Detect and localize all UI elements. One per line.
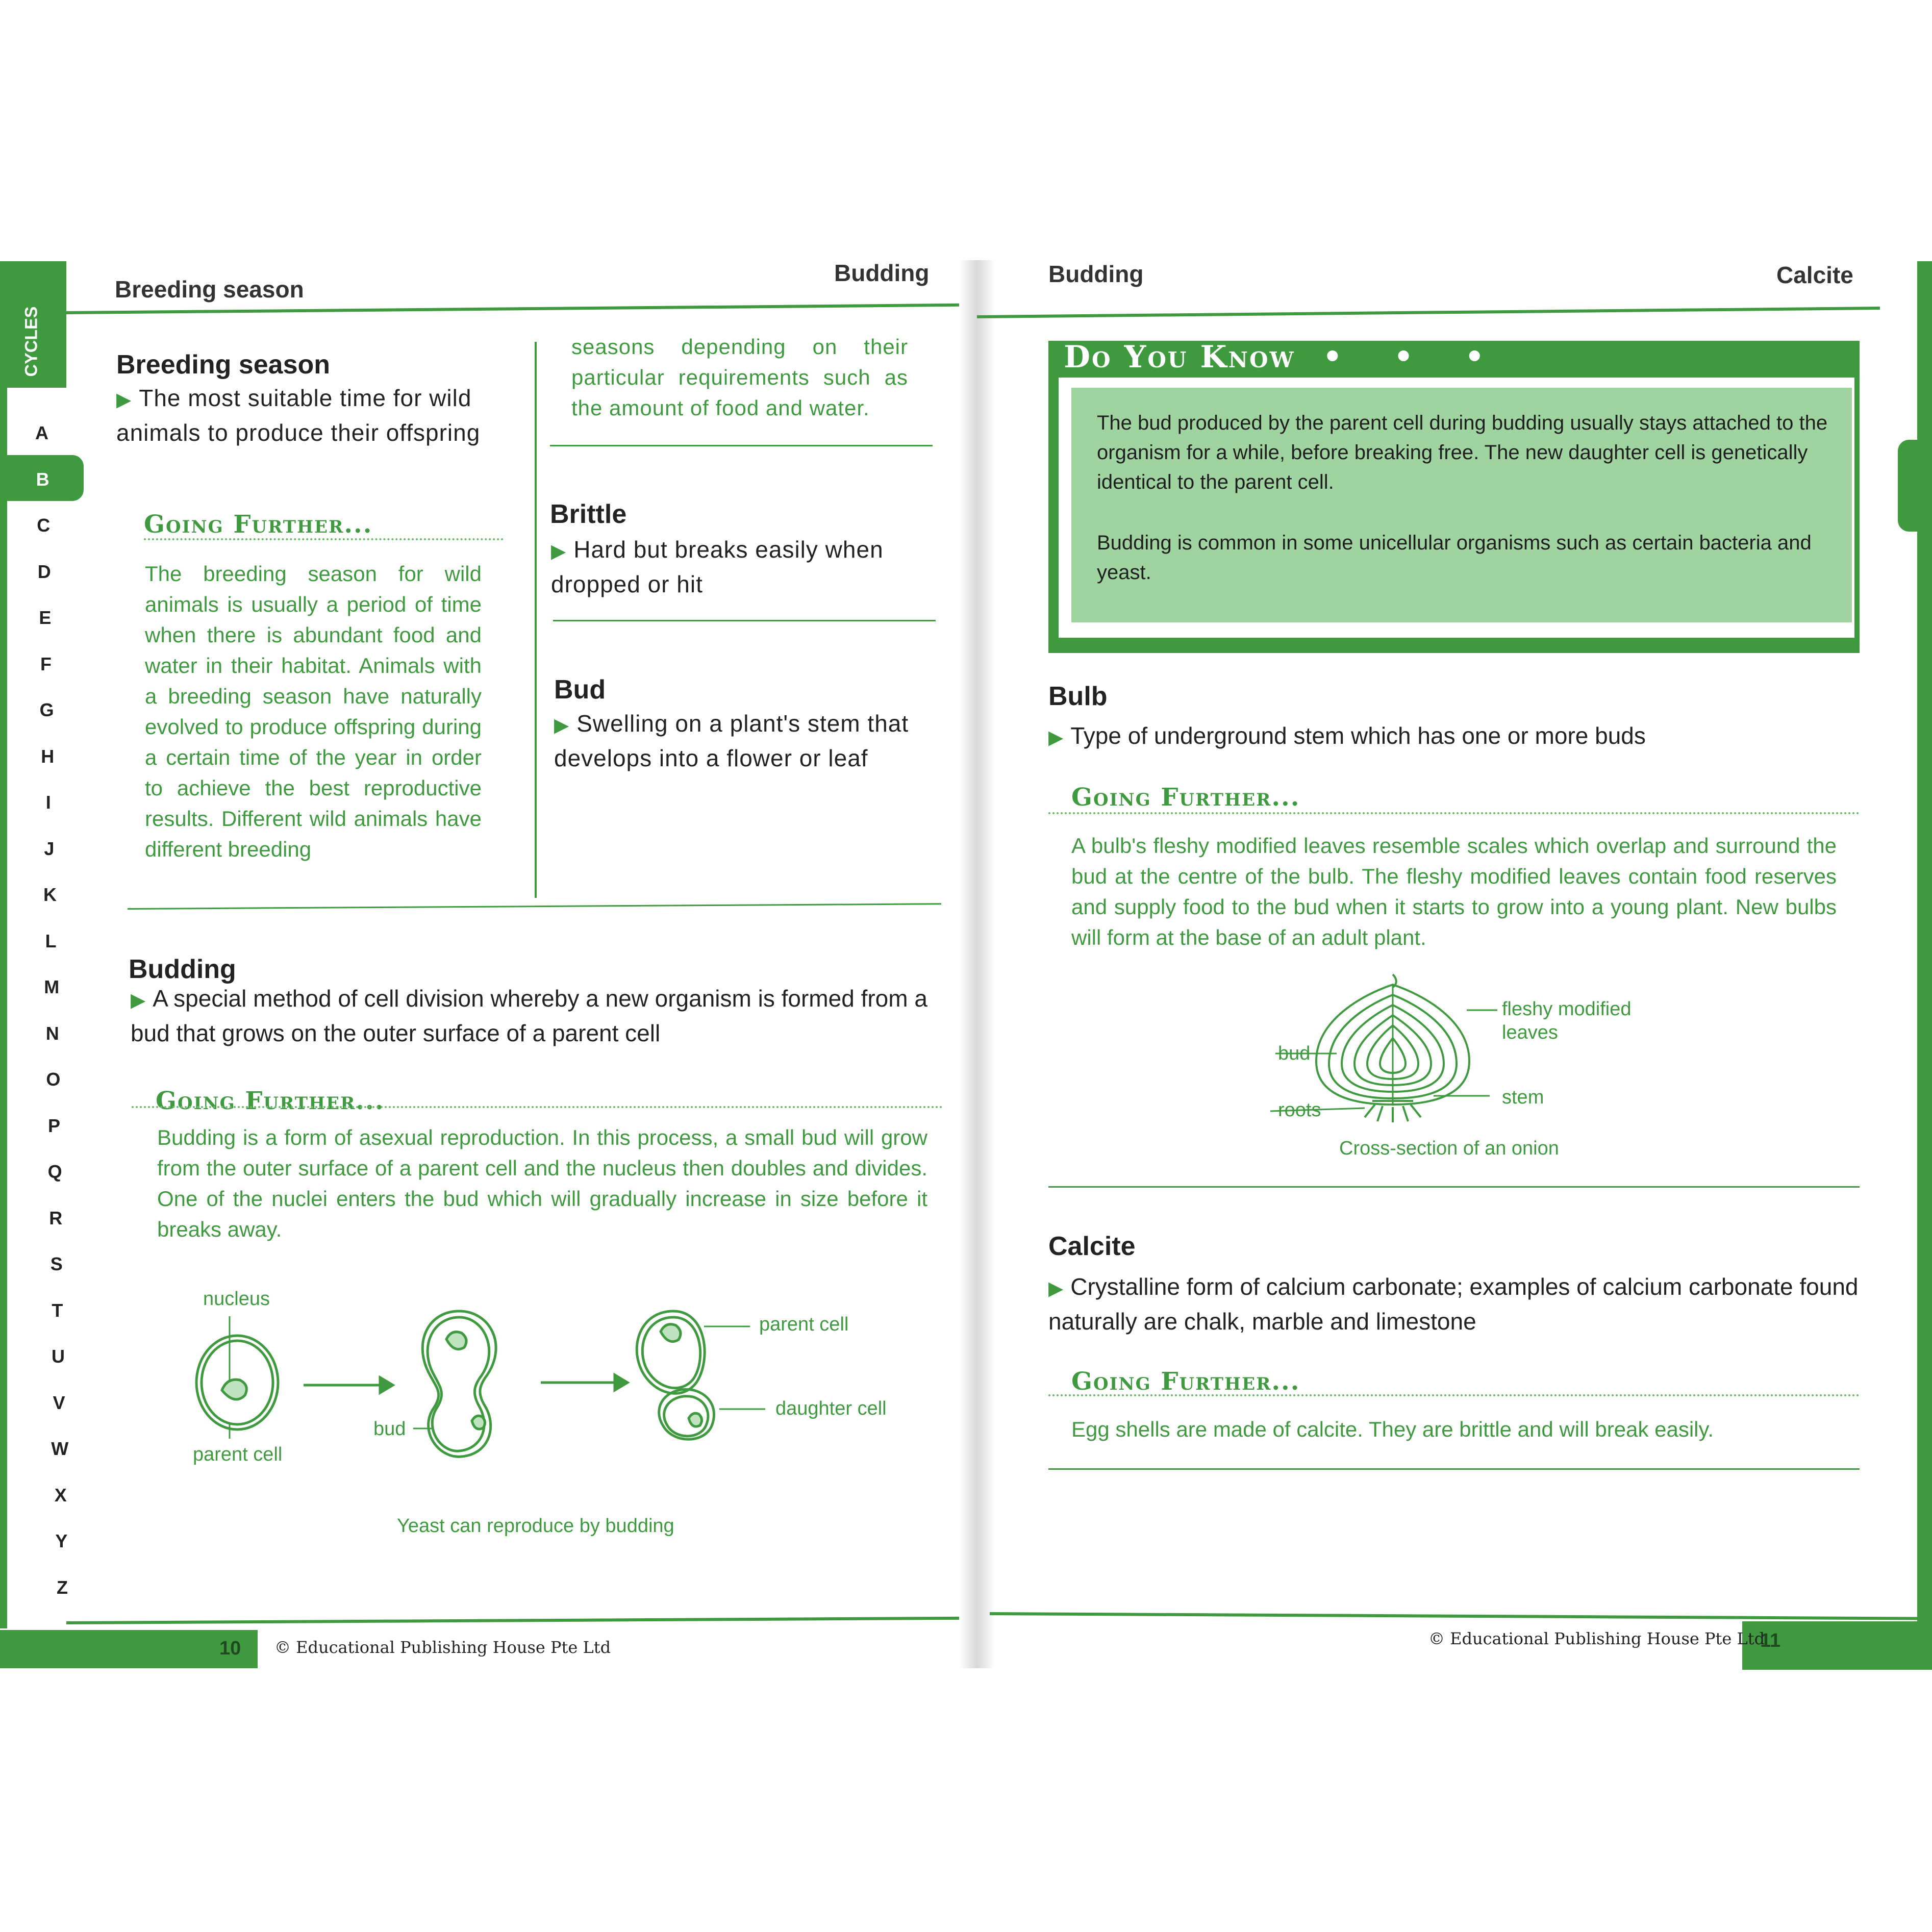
onion-roots [1365, 1105, 1421, 1122]
alphabet-letter-q[interactable]: Q [47, 1161, 62, 1182]
nucleus-3 [472, 1416, 485, 1429]
alphabet-letter-a[interactable]: A [35, 422, 48, 443]
bullet-arrow-icon: ▶ [554, 715, 570, 736]
calcite-term: Calcite [1048, 1232, 1136, 1261]
brittle-definition: ▶ Hard but breaks easily when dropped or hit [551, 536, 884, 597]
do-you-know-paragraph-2: Budding is common in some unicellular organisms such as certain bacteria and yeast. [1097, 532, 1812, 584]
bud-definition: ▶ Swelling on a plant's stem that develops into a flower or leaf [554, 710, 909, 771]
alphabet-letter-z[interactable]: Z [57, 1576, 68, 1598]
budding-going-further-rule [132, 1106, 943, 1110]
nucleus-5 [689, 1413, 702, 1426]
left-copyright: © Educational Publishing House Pte Ltd [274, 1638, 611, 1657]
label-onion-bud: bud [1278, 1043, 1311, 1064]
bullet-arrow-icon: ▶ [1048, 727, 1064, 748]
left-header-right: Budding [834, 260, 930, 286]
label-fleshy-modified-leaves: fleshy modified leaves [1502, 998, 1632, 1043]
alphabet-letter-h[interactable]: H [41, 745, 55, 767]
left-header-left: Breeding season [115, 276, 304, 303]
label-parent-cell-1: parent cell [193, 1444, 283, 1465]
yeast-caption: Yeast can reproduce by budding [397, 1515, 674, 1537]
onion-caption: Cross-section of an onion [1339, 1138, 1559, 1159]
left-page-number: 10 [219, 1638, 241, 1659]
divider-continued [550, 445, 933, 446]
budding-definition: ▶ A special method of cell division whereby a new organism is formed from a bud that grows on the outer surface of a parent cell [131, 985, 927, 1046]
alphabet-letter-m[interactable]: M [44, 976, 60, 997]
alphabet-letter-o[interactable]: O [46, 1069, 61, 1090]
brittle-term: Brittle [550, 499, 627, 529]
label-parent-cell-2: parent cell [759, 1314, 849, 1335]
calcite-going-further-rule [1048, 1394, 1860, 1398]
label-bud: bud [373, 1418, 406, 1440]
alphabet-letter-e[interactable]: E [39, 607, 52, 628]
divider-brittle [553, 620, 936, 621]
breeding-continued-text: seasons depending on their particular requirements such as the amount of food and water. [571, 335, 908, 420]
breeding-going-further-rule [144, 538, 504, 542]
alphabet-letter-f[interactable]: F [40, 653, 52, 674]
alphabet-letter-v[interactable]: V [53, 1392, 65, 1413]
divider-calcite-top [1048, 1186, 1860, 1188]
alphabet-letter-b[interactable]: B [36, 468, 49, 490]
alphabet-letter-r[interactable]: R [49, 1207, 63, 1228]
left-column-divider [535, 342, 537, 898]
right-copyright: © Educational Publishing House Pte Ltd [1428, 1629, 1765, 1648]
bullet-arrow-icon: ▶ [116, 389, 132, 411]
breeding-going-further-text: The breeding season for wild animals is usually a period of time when there is abundant food and water in their habitat. Animals with a breeding season have naturally evolved to produce offspring during a certain time of the year in order to achieve the best reproductive results. Different wild animals have different breeding [145, 562, 482, 861]
bulb-term: Bulb [1048, 682, 1108, 711]
nucleus-4 [661, 1324, 681, 1342]
alphabet-letter-j[interactable]: J [44, 838, 55, 859]
calcite-going-further-text: Egg shells are made of calcite. They are brittle and will break easily. [1071, 1417, 1714, 1441]
calcite-definition: ▶ Crystalline form of calcium carbonate; examples of calcium carbonate found naturally are chalk, marble and limestone [1048, 1273, 1859, 1335]
alphabet-letter-s[interactable]: S [50, 1253, 63, 1274]
alphabet-letter-t[interactable]: T [52, 1299, 63, 1321]
bulb-going-further-rule [1048, 812, 1860, 816]
alphabet-letter-c[interactable]: C [37, 515, 51, 536]
alphabet-letter-n[interactable]: N [45, 1022, 59, 1044]
bullet-arrow-icon: ▶ [1048, 1278, 1064, 1299]
do-you-know-title: Do You Know • • • [1064, 339, 1505, 375]
label-daughter-cell: daughter cell [775, 1398, 887, 1419]
right-page-number: 11 [1760, 1630, 1781, 1651]
breeding-going-further-title: Going Further... [144, 510, 373, 539]
right-footer-rule [990, 1612, 1918, 1620]
label-nucleus: nucleus [203, 1288, 270, 1310]
nucleus-2 [446, 1332, 466, 1349]
bulb-going-further-title: Going Further... [1071, 783, 1300, 812]
alphabet-letter-x[interactable]: X [54, 1484, 67, 1506]
right-header-right: Calcite [1776, 262, 1853, 288]
bud-term: Bud [554, 675, 606, 705]
budding-going-further-title: Going Further... [156, 1087, 385, 1115]
alphabet-letter-i[interactable]: I [45, 792, 51, 813]
breeding-term: Breeding season [116, 350, 331, 380]
alphabet-letter-k[interactable]: K [43, 884, 57, 905]
bulb-definition: ▶ Type of underground stem which has one or more buds [1048, 722, 1646, 749]
alphabet-letter-u[interactable]: U [52, 1346, 65, 1367]
left-header-rule [66, 303, 985, 314]
right-active-tab [1898, 440, 1932, 532]
left-footer-rule [66, 1617, 990, 1624]
bullet-arrow-icon: ▶ [131, 990, 146, 1011]
divider-calcite-bottom [1048, 1468, 1860, 1470]
alphabet-letter-l[interactable]: L [45, 930, 57, 951]
label-onion-roots: roots [1278, 1099, 1321, 1121]
divider-budding-top [128, 903, 941, 910]
label-onion-stem: stem [1502, 1087, 1544, 1108]
breeding-definition: ▶ The most suitable time for wild animals to produce their offspring [116, 385, 481, 446]
bullet-arrow-icon: ▶ [551, 541, 567, 562]
nucleus-1 [222, 1379, 246, 1399]
budding-term: Budding [129, 955, 236, 984]
calcite-going-further-title: Going Further... [1071, 1367, 1300, 1396]
yeast-budding-diagram [179, 1275, 944, 1490]
alphabet-letter-d[interactable]: D [37, 561, 51, 582]
budding-going-further-text: Budding is a form of asexual reproduction. In this process, a small bud will grow from the outer surface of a parent cell and the nucleus then doubles and divides. One of the nuclei enters the bud which will gradually increase in size before it breaks away. [157, 1125, 927, 1241]
cycles-tab-label: CYCLES [21, 306, 41, 377]
alphabet-letter-w[interactable]: W [51, 1438, 69, 1459]
right-header-rule [977, 307, 1880, 318]
alphabet-letter-g[interactable]: G [39, 699, 54, 720]
alphabet-letter-p[interactable]: P [47, 1115, 60, 1136]
book-spine [959, 260, 995, 1668]
bulb-going-further-text: A bulb's fleshy modified leaves resemble scales which overlap and surround the bud at the centre of the bulb. The fleshy modified leaves contain food reserves and supply food to the bud when it starts to grow into a young plant. New bulbs will form at the base of an adult plant. [1071, 834, 1837, 949]
right-header-left: Budding [1048, 261, 1144, 287]
alphabet-letter-y[interactable]: Y [55, 1530, 68, 1551]
do-you-know-paragraph-1: The bud produced by the parent cell during budding usually stays attached to the organism for a while, before breaking free. The new daughter cell is genetically identical to the parent cell. [1097, 412, 1828, 493]
